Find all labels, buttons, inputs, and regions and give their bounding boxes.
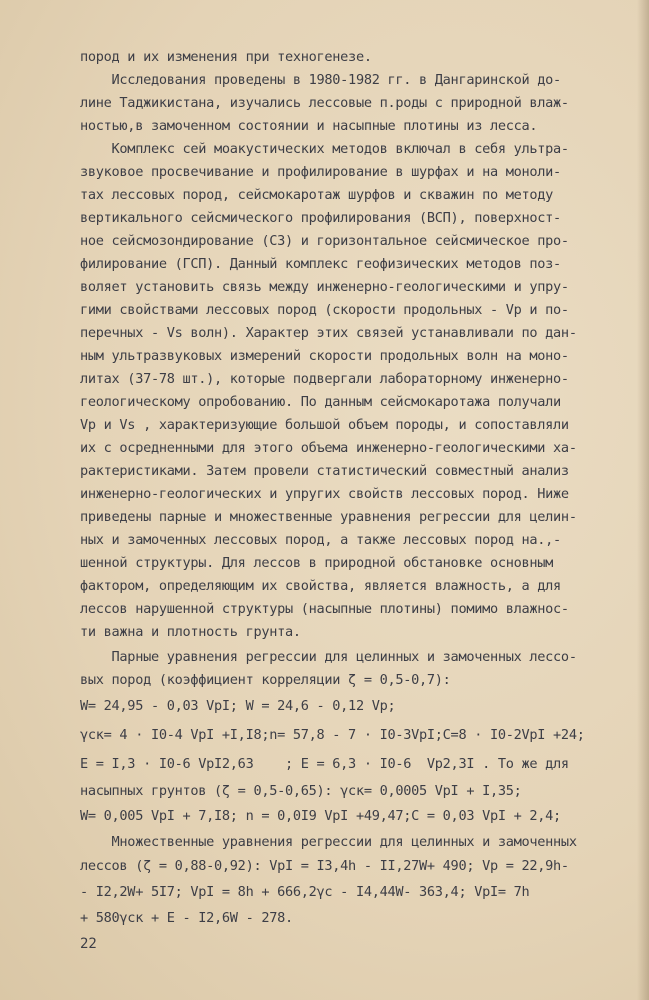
- text-line: ных и замоченных лессовых пород, а также лессовых пород на.,-: [80, 532, 561, 548]
- text-line: ти важна и плотность грунта.: [80, 624, 301, 640]
- text-line: рактеристиками. Затем провели статистический совместный анализ: [80, 463, 569, 479]
- equation-line: - I2,2W+ 5I7; VpI = 8h + 666,2γс - I4,44W- 363,4; VpI= 7h: [80, 884, 530, 900]
- text-line: тах лессовых пород, сейсмокаротаж шурфов и скважин по методу: [80, 187, 554, 203]
- page-number: 22: [80, 936, 97, 952]
- text-line: литах (37-78 шт.), которые подвергали лабораторному инженерно-: [80, 371, 569, 387]
- equation-line: насыпных грунтов (ζ = 0,5-0,65): γск= 0,0005 VpI + I,35;: [80, 783, 522, 799]
- equation-line: W= 0,005 VpI + 7,I8; n = 0,0I9 VpI +49,47;C = 0,03 VpI + 2,4;: [80, 808, 561, 824]
- equation-line: лессов (ζ = 0,88-0,92): VpI = I3,4h - II,27W+ 490; Vp = 22,9h-: [80, 858, 569, 874]
- text-line: инженерно-геологических и упругих свойств лессовых пород. Ниже: [80, 486, 569, 502]
- equation-line: + 580γск + E - I2,6W - 278.: [80, 910, 293, 926]
- text-line: ным ультразвуковых измерений скорости продольных волн на моно-: [80, 348, 569, 364]
- text-line: Парные уравнения регрессии для целинных и замоченных лессо-: [80, 649, 577, 665]
- text-line: шенной структуры. Для лессов в природной обстановке основным: [80, 555, 554, 571]
- text-line: вертикального сейсмического профилирования (ВСП), поверхност-: [80, 210, 561, 226]
- equation-line: γск= 4 · I0-4 VpI +I,I8;n= 57,8 - 7 · I0-3VpI;C=8 · I0-2VpI +24;: [80, 727, 585, 743]
- text-line: ностью,в замоченном состоянии и насыпные плотины из лесса.: [80, 118, 538, 134]
- page-edge-shadow: [637, 0, 649, 1000]
- text-line: филирование (ГСП). Данный комплекс геофизических методов поз-: [80, 256, 561, 272]
- text-line: лине Таджикистана, изучались лессовые п.роды с природной влаж-: [80, 95, 569, 111]
- text-line: лессов нарушенной структуры (насыпные плотины) помимо влажнос-: [80, 601, 569, 617]
- text-line: пород и их изменения при техногенезе.: [80, 49, 372, 65]
- text-line: геологическому опробованию. По данным сейсмокаротажа получали: [80, 394, 561, 410]
- text-line: Множественные уравнения регрессии для целинных и замоченных: [80, 834, 577, 850]
- text-line: приведены парные и множественные уравнения регрессии для целин-: [80, 509, 577, 525]
- text-line: воляет установить связь между инженерно-геологическими и упру-: [80, 279, 569, 295]
- text-line: Комплекс сей моакустических методов включал в себя ультра-: [80, 141, 569, 157]
- equation-line: W= 24,95 - 0,03 VpI; W = 24,6 - 0,12 Vp;: [80, 698, 396, 714]
- text-line: их с осредненными для этого объема инженерно-геологическими ха-: [80, 440, 577, 456]
- text-line: фактором, определяющим их свойства, является влажность, а для: [80, 578, 561, 594]
- text-line: гими свойствами лессовых пород (скорости продольных - Vp и по-: [80, 302, 569, 318]
- text-line: вых пород (коэффициент корреляции ζ = 0,5-0,7):: [80, 672, 451, 688]
- text-line: звуковое просвечивание и профилирование в шурфах и на моноли-: [80, 164, 561, 180]
- text-line: перечных - Vs волн). Характер этих связей устанавливали по дан-: [80, 325, 577, 341]
- equation-line: E = I,3 · I0-6 VpI2,63 ; E = 6,3 · I0-6 Vp2,3I . То же для: [80, 756, 569, 772]
- text-line: ное сейсмозондирование (СЗ) и горизонтальное сейсмическое про-: [80, 233, 569, 249]
- text-line: Vp и Vs , характеризующие большой объем породы, и сопоставляли: [80, 417, 569, 433]
- text-line: Исследования проведены в 1980-1982 гг. в Дангаринской до-: [80, 72, 561, 88]
